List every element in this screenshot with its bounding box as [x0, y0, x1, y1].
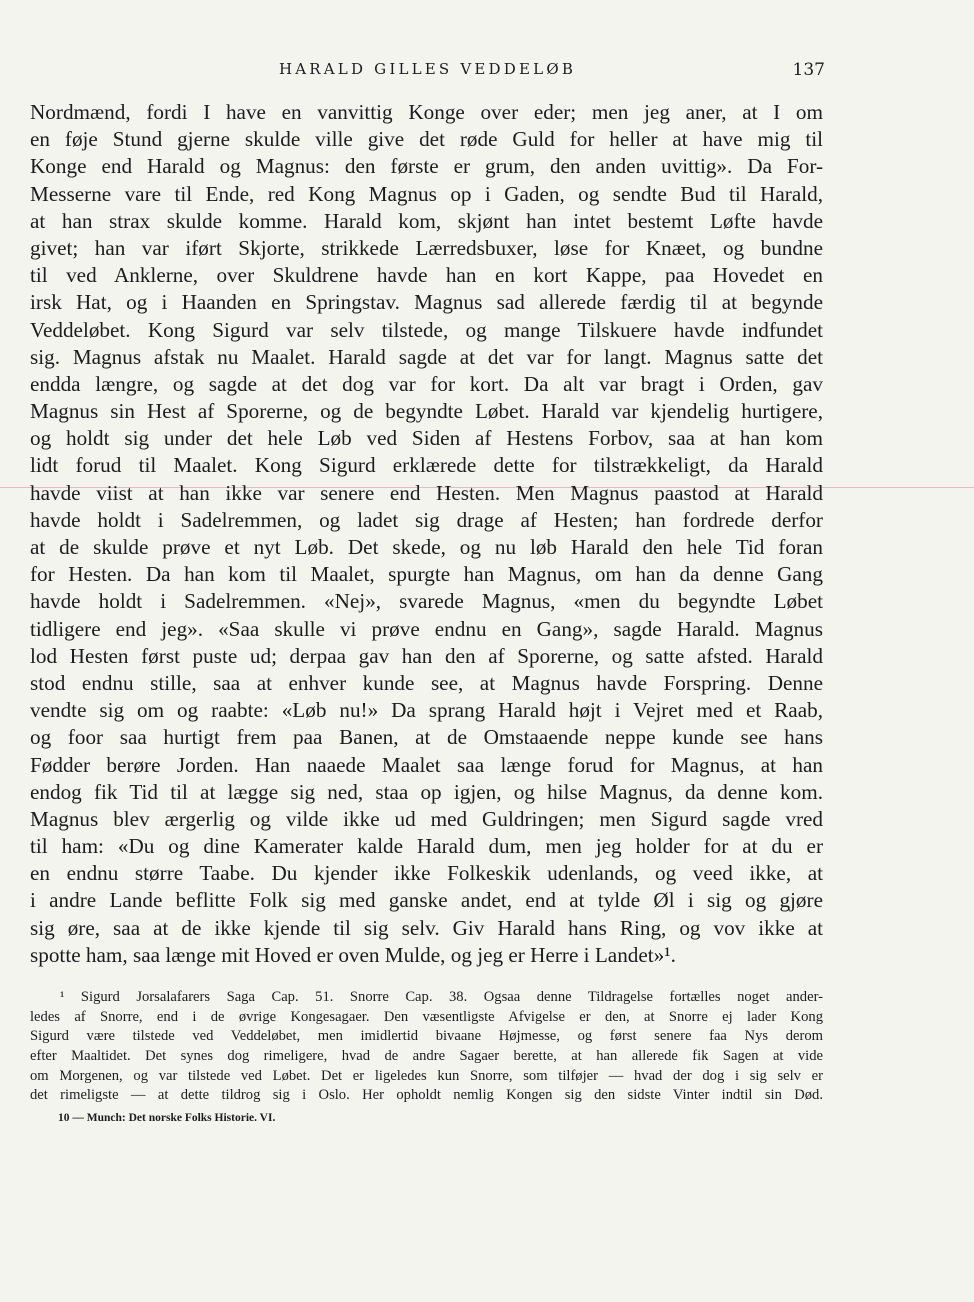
text-line — [30, 99, 823, 126]
imprint-signature: 10 — Munch: Det norske Folks Historie. VI. — [58, 1112, 276, 1124]
text-line-content: en endnu større Taabe. Du kjender ikke Folkeskik udenlands, og veed ikke, at — [30, 861, 823, 886]
text-line — [30, 425, 823, 452]
text-line-content: Konge end Harald og Magnus: den første er grum, den anden uvittig». Da For- — [30, 154, 823, 179]
text-line-content: havde holdt i Sadelremmen, og ladet sig drage af Hesten; han fordrede derfor — [30, 507, 823, 532]
text-line-content: til ved Anklerne, over Skuldrene havde han en kort Kappe, paa Hovedet en — [30, 263, 823, 288]
text-line — [30, 126, 823, 153]
footnote-line: efter Maaltidet. Det synes dog rimeligere, hvad de andre Sagaer berette, at han allerede fik Sagen at vide — [30, 1048, 823, 1065]
text-line-content: til ham: «Du og dine Kamerater kalde Harald dum, men jeg holder for at du er — [30, 834, 823, 859]
text-line — [30, 262, 823, 289]
text-line-content: givet; han var iført Skjorte, strikkede Lærredsbuxer, løse for Knæet, og bundne — [30, 235, 823, 260]
text-line — [30, 915, 823, 942]
text-line-content: havde viist at han ikke var senere end Hesten. Men Magnus paastod at Harald — [30, 480, 823, 505]
text-line-content: Messerne vare til Ende, red Kong Magnus op i Gaden, og sendte Bud til Harald, — [30, 181, 823, 206]
text-line — [30, 153, 823, 180]
text-line — [30, 289, 823, 316]
text-line — [30, 561, 823, 588]
text-line-content: og holdt sig under det hele Løb ved Siden af Hestens Forbov, saa at han kom — [30, 426, 823, 451]
text-line-content: en føje Stund gjerne skulde ville give det røde Guld for heller at have mig til — [30, 127, 823, 152]
text-line — [30, 398, 823, 425]
text-line-content: at han strax skulde komme. Harald kom, skjønt han intet bestemt Løfte havde — [30, 208, 823, 233]
text-line-content: for Hesten. Da han kom til Maalet, spurgte han Magnus, om han da denne Gang — [30, 562, 823, 587]
page-number: 137 — [792, 60, 825, 80]
text-line-content: Fødder berøre Jorden. Han naaede Maalet saa længe forud for Magnus, at han — [30, 752, 823, 777]
footnote-line: det rimeligste — at dette tildrog sig i Oslo. Her opholdt nemlig Kongen sig den sidste Vinter indtil sin Død. — [30, 1087, 823, 1104]
text-line — [30, 507, 823, 534]
text-line — [30, 344, 823, 371]
text-line — [30, 181, 823, 208]
text-line — [30, 779, 823, 806]
text-line — [30, 942, 823, 969]
text-line — [30, 208, 823, 235]
text-line-content: endog fik Tid til at lægge sig ned, staa op igjen, og hilse Magnus, da denne kom. — [30, 779, 823, 804]
text-line-content: og foor saa hurtigt frem paa Banen, at de Omstaaende neppe kunde see hans — [30, 725, 823, 750]
text-line — [30, 860, 823, 887]
text-line — [30, 235, 823, 262]
text-line — [30, 752, 823, 779]
text-line — [30, 887, 823, 914]
text-line-content: sig. Magnus afstak nu Maalet. Harald sagde at det var for langt. Magnus satte det — [30, 344, 823, 369]
text-line — [30, 833, 823, 860]
text-line — [30, 724, 823, 751]
text-line — [30, 616, 823, 643]
text-line-content: lod Hesten først puste ud; derpaa gav han den af Sporerne, og satte afsted. Harald — [30, 643, 823, 668]
text-line-content: Veddeløbet. Kong Sigurd var selv tilstede, og mange Tilskuere havde indfundet — [30, 317, 823, 342]
text-line-content: Magnus sin Hest af Sporerne, og de begyndte Løbet. Harald var kjendelig hurtigere, — [30, 399, 823, 424]
footnote — [30, 988, 823, 1106]
text-line — [30, 371, 823, 398]
text-line-content: i andre Lande beflitte Folk sig med ganske andet, end at tylde Øl i sig og gjøre — [30, 888, 823, 913]
text-line — [30, 480, 823, 507]
text-line — [30, 317, 823, 344]
text-line-content: vendte sig om og raabte: «Løb nu!» Da sprang Harald højt i Vejret med et Raab, — [30, 698, 823, 723]
running-title: HARALD GILLES VEDDELØB — [278, 60, 577, 78]
text-line-content: tidligere end jeg». «Saa skulle vi prøve endnu en Gang», sagde Harald. Magnus — [30, 616, 823, 641]
text-line — [30, 806, 823, 833]
text-line-content: lidt forud til Maalet. Kong Sigurd erklærede dette for tilstrækkeligt, da Harald — [30, 453, 823, 478]
footnote-line: om Morgenen, og var tilstede ved Løbet. Det er ligeledes kun Snorre, som tilføjer — hvad der dog i sig selv er — [30, 1067, 823, 1084]
page-header — [30, 60, 825, 84]
text-line-content: Nordmænd, fordi I have en vanvittig Konge over eder; men jeg aner, at I om — [30, 100, 823, 124]
body-text — [30, 99, 823, 969]
footnote-line: ¹ Sigurd Jorsalafarers Saga Cap. 51. Snorre Cap. 38. Ogsaa denne Tildragelse fortælles noget ander- — [60, 989, 823, 1005]
footnote-line: Sigurd være tilstede ved Veddeløbet, men imidlertid bivaane Højmesse, og først senere faa Nys derom — [30, 1028, 823, 1045]
text-line-content: irsk Hat, og i Haanden en Springstav. Magnus sad allerede færdig til at begynde — [30, 290, 823, 315]
text-line-content: at de skulde prøve et nyt Løb. Det skede, og nu løb Harald den hele Tid foran — [30, 535, 823, 559]
text-line-content: sig øre, saa at de ikke kjende til sig selv. Giv Harald hans Ring, og vov ikke at — [30, 915, 823, 940]
text-line — [30, 643, 823, 670]
text-line-content: Magnus blev ærgerlig og vilde ikke ud med Guldringen; men Sigurd sagde vred — [30, 806, 823, 831]
text-line-content: havde holdt i Sadelremmen. «Nej», svarede Magnus, «men du begyndte Løbet — [30, 589, 823, 614]
text-line-content: endda længre, og sagde at det dog var for kort. Da alt var bragt i Orden, gav — [30, 371, 823, 396]
text-line — [30, 588, 823, 615]
text-line — [30, 697, 823, 724]
text-line — [30, 452, 823, 479]
text-line-content: spotte ham, saa længe mit Hoved er oven Mulde, og jeg er Herre i Landet»¹. — [30, 942, 676, 967]
footnote-line: ledes af Snorre, end i de øvrige Kongesagaer. Den væsentligste Afvigelse er den, at Snorre ej lader Kong — [30, 1008, 823, 1025]
text-line — [30, 534, 823, 561]
text-line — [30, 670, 823, 697]
text-line-content: stod endnu stille, saa at enhver kunde see, at Magnus havde Forspring. Denne — [30, 670, 823, 695]
